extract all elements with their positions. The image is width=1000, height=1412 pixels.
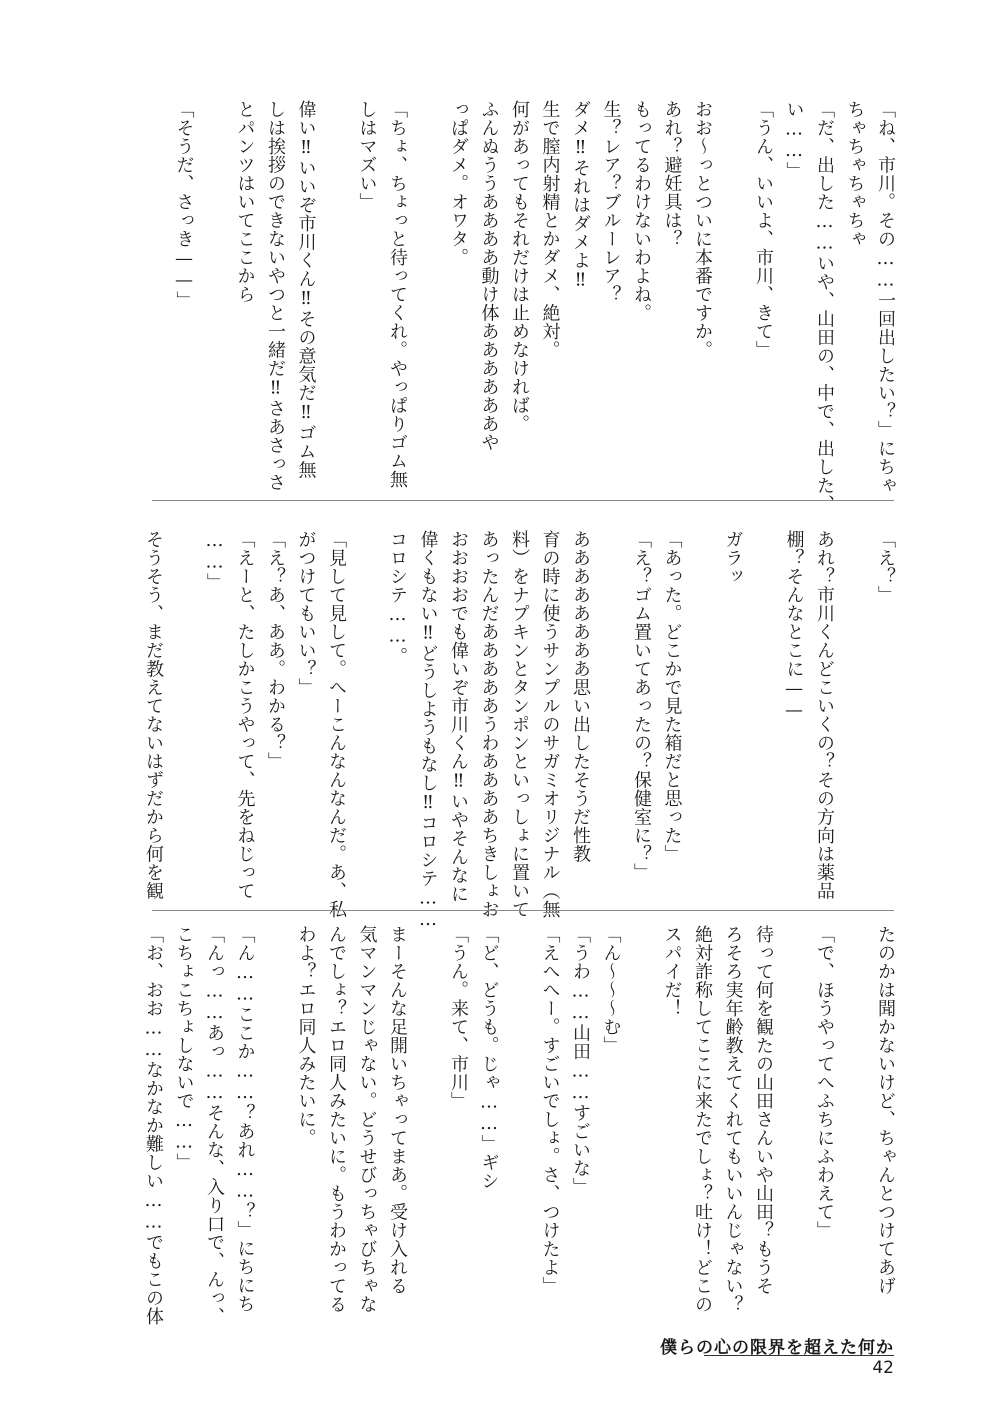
text-line: っぱダメ。オワタ。 (448, 100, 469, 267)
text-line (504, 925, 535, 1320)
text-line (260, 925, 291, 1320)
text-line (321, 100, 352, 490)
text-line: おお〜っとついに本番ですか。 (692, 100, 713, 359)
text-line: とパンツはいてここから (234, 100, 256, 304)
text-line: ふんぬううああああ動け体ああああああや (478, 100, 500, 452)
running-title: 僕らの心の限界を超えた何か (660, 1338, 894, 1358)
text-column-block-top (173, 100, 900, 513)
text-line (626, 925, 657, 1320)
text-line: たのかは聞かないけど、ちゃんとつけてあげ (875, 925, 896, 1295)
text-line (199, 100, 230, 490)
text-line: 「お、おお……なかなか難しい……でもこの体 (143, 925, 164, 1326)
section-divider-bottom (152, 910, 894, 911)
text-line (839, 925, 870, 1320)
text-line: 「え？」 (875, 530, 896, 604)
text-line (778, 925, 809, 1320)
text-line: 育の時に使うサンプルのサガミオリジナル（無 (539, 530, 561, 919)
text-line: がつけてもいい？」 (295, 530, 317, 697)
text-line: 待って何を観たの山田さんいや山田？もうそ (753, 925, 774, 1295)
text-line: ろそろ実年齢教えてくれてもいいんじゃない？ (722, 925, 744, 1314)
text-line: あったんだあああああうわああああちきしょお (478, 530, 500, 919)
text-line: 何があってもそれだけは止めなければ。 (509, 100, 530, 433)
text-line: 偉くもない‼どうしようもなし‼コロシテ…… (417, 530, 439, 931)
text-line (748, 530, 779, 905)
text-line: 「ね、市川。その……一回出したい？」にちゃ (875, 100, 896, 495)
text-line (351, 530, 382, 905)
text-line (168, 530, 199, 905)
text-line: ……」 (204, 530, 225, 592)
text-line: い……」 (783, 100, 805, 180)
text-line: コロシテ……。 (387, 530, 408, 666)
text-line: 料）をナプキンとタンポンといっしょに置いて (509, 530, 530, 919)
text-line: あれ？市川くんどこいくの？その方向は薬品 (814, 530, 835, 900)
text-line: 「えーと、たしかこうやって、先をねじって (234, 530, 256, 900)
text-line: もってるわけないわよね。 (631, 100, 652, 322)
text-line: 偉い‼いいぞ市川くん‼その意気だ‼ゴム無 (295, 100, 317, 479)
text-line: ちゃちゃちゃちゃ (844, 100, 866, 248)
text-line: 「え？ゴム置いてあったの？保健室に？」 (631, 530, 652, 882)
text-line: ガラッ (722, 530, 744, 586)
text-line: 気マンマンじゃない。どうせびっちゃびちゃな (356, 925, 378, 1314)
text-line (412, 925, 443, 1320)
text-line: 「見して見して。へーこんなんなんだ。あ、私 (326, 530, 347, 919)
text-line: そうそう、まだ教えてないはずだから何を観 (143, 530, 164, 900)
page-number: 42 (872, 1358, 894, 1378)
text-line: おおおおでも偉いぞ市川くん‼いやそんなに (448, 530, 469, 903)
text-line: 棚？そんなとこに—— (783, 530, 805, 721)
text-line: ああああああああ思い出したそうだ性教 (570, 530, 591, 863)
text-line: まーそんな足開いちゃってまあ。受け入れる (387, 925, 408, 1295)
text-line (717, 100, 748, 490)
text-line: 「んっ……あっ……そんな、入り口で、んっ、 (204, 925, 225, 1326)
text-line: こちょこちょしないで……」 (173, 925, 195, 1172)
text-line: 生？レア？ブルーレア？ (600, 100, 622, 304)
text-column-block-bottom (143, 925, 900, 1326)
text-line: あれ？避妊具は？ (661, 100, 683, 248)
text-line: 「そうだ、さっき——」 (173, 100, 195, 310)
text-line: スパイだ！ (661, 925, 683, 1018)
text-line: 生で膣内射精とかダメ、絶対。 (539, 100, 561, 359)
text-line: 「ど、どうも。じゃ……」ギシ (478, 925, 500, 1190)
text-line: 絶対詐称してここに来たでしょ？吐け！どこの (692, 925, 713, 1314)
text-line (412, 100, 443, 490)
text-line: しは挨拶のできないやつと一緒だ‼さあさっさ (265, 100, 286, 492)
text-line: 「あった。どこかで見た箱だと思った」 (661, 530, 683, 863)
text-line: 「うわ……山田……すごいな」 (570, 925, 591, 1196)
text-line: 「ちょ、ちょっと待ってくれ。やっぱりゴム無 (387, 100, 408, 489)
text-line (839, 530, 870, 905)
text-line: 「えへへー。すごいでしょ。さ、つけたよ」 (539, 925, 561, 1295)
text-line: 「うん。来て、市川」 (448, 925, 469, 1110)
section-divider-top (152, 500, 894, 501)
footer-rule (704, 1355, 894, 1356)
text-column-block-middle (143, 530, 900, 931)
text-line: 「ん……ここか……？あれ……？」にちにち (234, 925, 256, 1313)
text-line: 「で、ほうやってへふちにふわえて」 (814, 925, 835, 1240)
text-line: んでしょ？エロ同人みたいに。もうわかってる (326, 925, 347, 1314)
text-line (595, 530, 626, 905)
text-line: 「え？あ、ああ。わかる？」 (265, 530, 286, 771)
text-line: しはマズい」 (356, 100, 378, 211)
text-line (687, 530, 718, 905)
text-line: 「うん、いいよ、市川、きて」 (753, 100, 774, 359)
text-line: わよ？エロ同人みたいに。 (295, 925, 317, 1147)
text-line: 「ん〜〜〜む」 (600, 925, 622, 1055)
text-line: 「だ、出した……いや、山田の、中で、出した、 (814, 100, 835, 513)
text-line: ダメ‼それはダメよ‼ (570, 100, 591, 291)
